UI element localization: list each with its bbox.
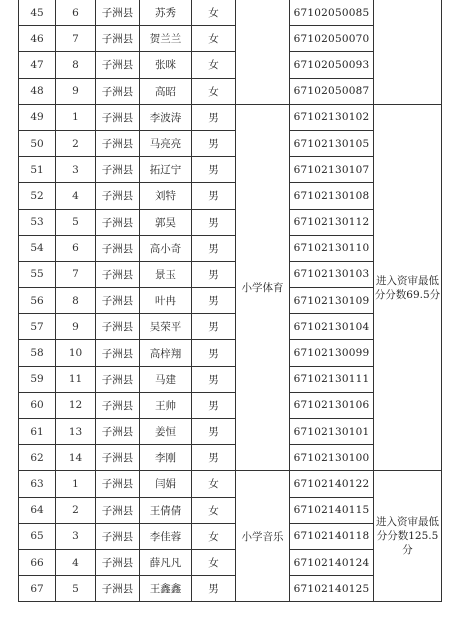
county-cell: 子洲县 xyxy=(96,366,140,392)
row-number-cell: 46 xyxy=(19,26,56,52)
minimum-score-note-cell: 进入资审最低分分数69.5分 xyxy=(374,104,442,471)
row-number-cell: 55 xyxy=(19,261,56,287)
exam-id-cell: 67102050087 xyxy=(290,78,374,104)
county-cell: 子洲县 xyxy=(96,261,140,287)
candidate-name-cell: 李波涛 xyxy=(140,104,192,130)
county-cell: 子洲县 xyxy=(96,157,140,183)
county-cell: 子洲县 xyxy=(96,392,140,418)
gender-cell: 男 xyxy=(192,576,236,602)
row-number-cell: 60 xyxy=(19,392,56,418)
gender-cell: 男 xyxy=(192,235,236,261)
gender-cell: 女 xyxy=(192,523,236,549)
sequence-cell: 7 xyxy=(56,261,96,287)
county-cell: 子洲县 xyxy=(96,104,140,130)
sequence-cell: 2 xyxy=(56,130,96,156)
table-row xyxy=(19,104,442,130)
row-number-cell: 56 xyxy=(19,288,56,314)
table-row xyxy=(19,0,442,26)
gender-cell: 男 xyxy=(192,209,236,235)
row-number-cell: 50 xyxy=(19,130,56,156)
sequence-cell: 7 xyxy=(56,26,96,52)
sequence-cell: 3 xyxy=(56,523,96,549)
exam-id-cell: 67102140124 xyxy=(290,549,374,575)
gender-cell: 男 xyxy=(192,261,236,287)
sequence-cell: 6 xyxy=(56,0,96,26)
candidate-name-cell: 贺兰兰 xyxy=(140,26,192,52)
candidate-name-cell: 吴荣平 xyxy=(140,314,192,340)
position-category-cell xyxy=(236,0,290,104)
candidate-name-cell: 马亮亮 xyxy=(140,130,192,156)
row-number-cell: 65 xyxy=(19,523,56,549)
candidate-name-cell: 马建 xyxy=(140,366,192,392)
row-number-cell: 52 xyxy=(19,183,56,209)
exam-id-cell: 67102140118 xyxy=(290,523,374,549)
exam-id-cell: 67102130100 xyxy=(290,445,374,471)
exam-id-cell: 67102130111 xyxy=(290,366,374,392)
exam-id-cell: 67102130107 xyxy=(290,157,374,183)
county-cell: 子洲县 xyxy=(96,549,140,575)
candidate-name-cell: 闫娟 xyxy=(140,471,192,497)
county-cell: 子洲县 xyxy=(96,576,140,602)
gender-cell: 男 xyxy=(192,419,236,445)
gender-cell: 女 xyxy=(192,0,236,26)
candidate-name-cell: 张咪 xyxy=(140,52,192,78)
candidate-name-cell: 苏秀 xyxy=(140,0,192,26)
gender-cell: 女 xyxy=(192,549,236,575)
gender-cell: 男 xyxy=(192,288,236,314)
county-cell: 子洲县 xyxy=(96,523,140,549)
county-cell: 子洲县 xyxy=(96,497,140,523)
row-number-cell: 66 xyxy=(19,549,56,575)
exam-id-cell: 67102130102 xyxy=(290,104,374,130)
exam-id-cell: 67102130101 xyxy=(290,419,374,445)
candidate-name-cell: 郭昊 xyxy=(140,209,192,235)
county-cell: 子洲县 xyxy=(96,0,140,26)
row-number-cell: 67 xyxy=(19,576,56,602)
sequence-cell: 12 xyxy=(56,392,96,418)
candidate-name-cell: 叶冉 xyxy=(140,288,192,314)
row-number-cell: 59 xyxy=(19,366,56,392)
candidate-table xyxy=(18,0,442,602)
row-number-cell: 54 xyxy=(19,235,56,261)
gender-cell: 女 xyxy=(192,497,236,523)
sequence-cell: 6 xyxy=(56,235,96,261)
candidate-name-cell: 姜恒 xyxy=(140,419,192,445)
candidate-name-cell: 刘特 xyxy=(140,183,192,209)
sequence-cell: 9 xyxy=(56,314,96,340)
row-number-cell: 62 xyxy=(19,445,56,471)
gender-cell: 男 xyxy=(192,366,236,392)
gender-cell: 女 xyxy=(192,471,236,497)
county-cell: 子洲县 xyxy=(96,209,140,235)
gender-cell: 男 xyxy=(192,340,236,366)
gender-cell: 男 xyxy=(192,392,236,418)
sequence-cell: 10 xyxy=(56,340,96,366)
candidate-table-body xyxy=(19,0,442,602)
sequence-cell: 13 xyxy=(56,419,96,445)
exam-id-cell: 67102140125 xyxy=(290,576,374,602)
county-cell: 子洲县 xyxy=(96,288,140,314)
minimum-score-note-cell xyxy=(374,0,442,104)
county-cell: 子洲县 xyxy=(96,78,140,104)
candidate-name-cell: 高昭 xyxy=(140,78,192,104)
exam-id-cell: 67102140122 xyxy=(290,471,374,497)
gender-cell: 男 xyxy=(192,104,236,130)
row-number-cell: 51 xyxy=(19,157,56,183)
row-number-cell: 53 xyxy=(19,209,56,235)
candidate-name-cell: 景玉 xyxy=(140,261,192,287)
row-number-cell: 63 xyxy=(19,471,56,497)
sequence-cell: 3 xyxy=(56,157,96,183)
row-number-cell: 57 xyxy=(19,314,56,340)
position-category-cell: 小学体育 xyxy=(236,104,290,471)
county-cell: 子洲县 xyxy=(96,52,140,78)
sequence-cell: 2 xyxy=(56,497,96,523)
candidate-name-cell: 王倩倩 xyxy=(140,497,192,523)
county-cell: 子洲县 xyxy=(96,314,140,340)
candidate-name-cell: 拓辽宁 xyxy=(140,157,192,183)
exam-id-cell: 67102130099 xyxy=(290,340,374,366)
sequence-cell: 4 xyxy=(56,183,96,209)
position-category-cell: 小学音乐 xyxy=(236,471,290,602)
county-cell: 子洲县 xyxy=(96,471,140,497)
exam-id-cell: 67102130109 xyxy=(290,288,374,314)
sequence-cell: 4 xyxy=(56,549,96,575)
sequence-cell: 5 xyxy=(56,209,96,235)
exam-id-cell: 67102050093 xyxy=(290,52,374,78)
county-cell: 子洲县 xyxy=(96,235,140,261)
county-cell: 子洲县 xyxy=(96,445,140,471)
sequence-cell: 8 xyxy=(56,52,96,78)
gender-cell: 女 xyxy=(192,52,236,78)
sequence-cell: 1 xyxy=(56,471,96,497)
exam-id-cell: 67102130105 xyxy=(290,130,374,156)
row-number-cell: 48 xyxy=(19,78,56,104)
candidate-name-cell: 王帅 xyxy=(140,392,192,418)
row-number-cell: 45 xyxy=(19,0,56,26)
gender-cell: 女 xyxy=(192,78,236,104)
gender-cell: 男 xyxy=(192,183,236,209)
candidate-name-cell: 高小奇 xyxy=(140,235,192,261)
exam-id-cell: 67102050085 xyxy=(290,0,374,26)
row-number-cell: 61 xyxy=(19,419,56,445)
exam-id-cell: 67102050070 xyxy=(290,26,374,52)
row-number-cell: 49 xyxy=(19,104,56,130)
gender-cell: 男 xyxy=(192,157,236,183)
county-cell: 子洲县 xyxy=(96,183,140,209)
minimum-score-note-cell: 进入资审最低分分数125.5分 xyxy=(374,471,442,602)
exam-id-cell: 67102130104 xyxy=(290,314,374,340)
exam-id-cell: 67102130108 xyxy=(290,183,374,209)
exam-id-cell: 67102130110 xyxy=(290,235,374,261)
sequence-cell: 14 xyxy=(56,445,96,471)
candidate-name-cell: 李佳蓉 xyxy=(140,523,192,549)
row-number-cell: 64 xyxy=(19,497,56,523)
gender-cell: 女 xyxy=(192,26,236,52)
exam-id-cell: 67102130112 xyxy=(290,209,374,235)
exam-id-cell: 67102130103 xyxy=(290,261,374,287)
candidate-name-cell: 高梓翔 xyxy=(140,340,192,366)
exam-id-cell: 67102130106 xyxy=(290,392,374,418)
candidate-name-cell: 薛凡凡 xyxy=(140,549,192,575)
county-cell: 子洲县 xyxy=(96,340,140,366)
exam-id-cell: 67102140115 xyxy=(290,497,374,523)
gender-cell: 男 xyxy=(192,445,236,471)
county-cell: 子洲县 xyxy=(96,419,140,445)
county-cell: 子洲县 xyxy=(96,26,140,52)
county-cell: 子洲县 xyxy=(96,130,140,156)
sequence-cell: 11 xyxy=(56,366,96,392)
row-number-cell: 47 xyxy=(19,52,56,78)
sequence-cell: 5 xyxy=(56,576,96,602)
sequence-cell: 8 xyxy=(56,288,96,314)
candidate-name-cell: 王鑫鑫 xyxy=(140,576,192,602)
row-number-cell: 58 xyxy=(19,340,56,366)
candidate-name-cell: 李刚 xyxy=(140,445,192,471)
sequence-cell: 1 xyxy=(56,104,96,130)
gender-cell: 男 xyxy=(192,130,236,156)
gender-cell: 男 xyxy=(192,314,236,340)
sequence-cell: 9 xyxy=(56,78,96,104)
table-row xyxy=(19,471,442,497)
